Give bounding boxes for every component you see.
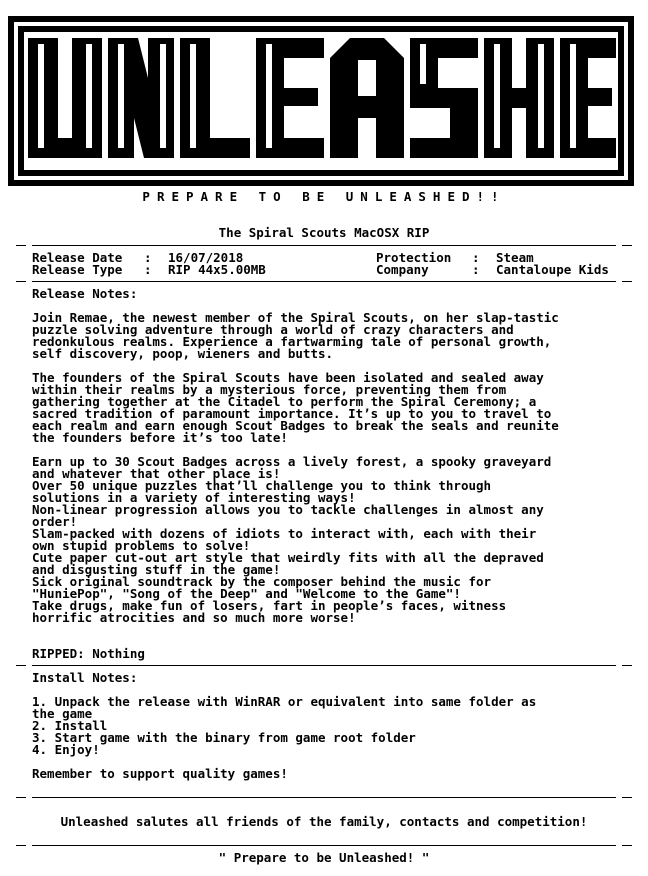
release-date: 16/07/2018	[168, 250, 244, 265]
release-notes-para1: Join Remae, the newest member of the Spiral Scouts, on her slap-tastic puzzle solving adventure through a world of crazy characters and redonkulous realms. Experience a fartwarming tale of personal growth, self discovery, poop, wieners and butts.	[32, 310, 559, 361]
salutes-text: Unleashed salutes all friends of the family, contacts and competition!	[60, 814, 588, 829]
release-date-label: Release Date	[32, 250, 123, 265]
protection-label: Protection	[376, 250, 452, 265]
release-type-label: Release Type	[32, 262, 123, 277]
release-notes-para2: The founders of the Spiral Scouts have been isolated and sealed away within their realms by a mysterious force, preventing them from gathering together at the Citadel to perform the Spiral Ceremony; a sacred tradition of paramount importance. It’s up to you to travel to each realm and earn enough Scout Badges to break the seals and reunite the founders before it’s too late!	[32, 370, 559, 445]
tagline: PREPARE TO BE UNLEASHED!!	[142, 189, 506, 204]
unleashed-logo	[8, 16, 634, 186]
protection: Steam	[496, 250, 534, 265]
company-label: Company	[376, 262, 429, 277]
release-title: The Spiral Scouts MacOSX RIP	[218, 225, 430, 240]
footer-text: " Prepare to be Unleashed! "	[218, 850, 430, 865]
ripped-info: RIPPED: Nothing	[32, 646, 145, 661]
install-notes-heading: Install Notes:	[32, 670, 138, 685]
release-notes-para3: Earn up to 30 Scout Badges across a lively forest, a spooky graveyard and whatever that other place is! Over 50 unique puzzles that’ll challenge you to think through solutions in a variety of interesting ways! Non-linear progression allows you to tackle challenges in almost any order! Slam-packed with dozens of idiots to interact with, each with their own stupid problems to solve! Cute paper cut-out art style that weirdly fits with all the depraved and disgusting stuff in the game! Sick original soundtrack by the composer behind the music for "HuniePop", "Song of the Deep" and "Welcome to the Game"! Take drugs, make fun of losers, fart in people’s faces, witness horrific atrocities and so much more worse!	[32, 454, 552, 625]
company: Cantaloupe Kids	[496, 262, 609, 277]
release-notes-heading: Release Notes:	[32, 286, 138, 301]
install-steps: 1. Unpack the release with WinRAR or equivalent into same folder as the game 2. Install 3. Start game with the binary from game root folder 4. Enjoy!	[32, 694, 537, 757]
support-note: Remember to support quality games!	[32, 766, 288, 781]
release-type: RIP 44x5.00MB	[168, 262, 266, 277]
